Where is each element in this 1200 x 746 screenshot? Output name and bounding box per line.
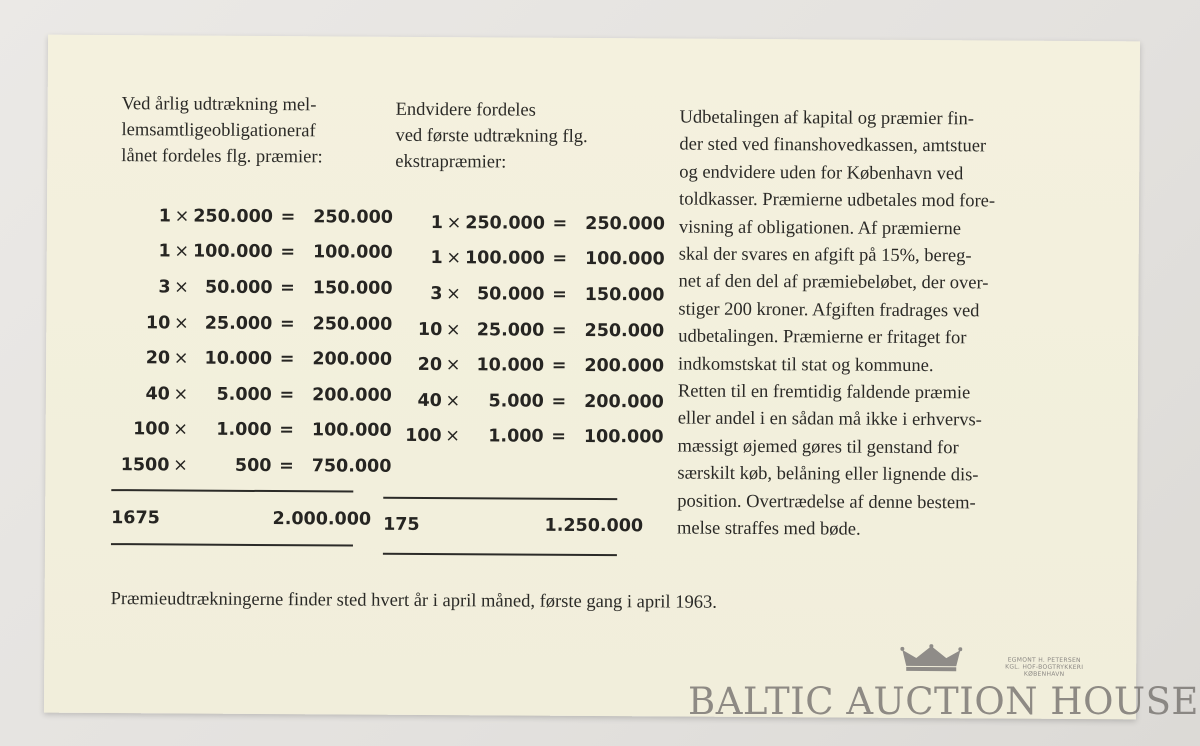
prize-row <box>385 240 665 277</box>
prize-row <box>112 376 392 413</box>
prize-total: 100.000 <box>583 427 664 448</box>
prize-count: 100 <box>133 419 170 440</box>
terms-line: toldkasser. Præmierne udbetales mod fore- <box>679 189 996 212</box>
prize-row <box>112 412 392 449</box>
times-sign: × <box>445 355 461 376</box>
column-payment-terms <box>677 105 1078 546</box>
equals-sign: = <box>552 249 568 270</box>
times-sign: × <box>173 313 189 334</box>
times-sign: × <box>173 455 188 476</box>
prize-amount: 10.000 <box>476 355 545 376</box>
prize-count: 1 <box>430 212 443 233</box>
prize-count: 40 <box>145 384 170 405</box>
sum-count: 175 <box>383 514 420 535</box>
prize-count: 1 <box>158 241 171 262</box>
prize-amount: 500 <box>234 455 272 476</box>
column-extra-prizes <box>395 97 657 177</box>
prize-row <box>384 383 664 420</box>
terms-line: Retten til en fremtidig faldende præmie <box>677 381 971 404</box>
sum-count: 1675 <box>111 508 160 529</box>
times-sign: × <box>445 319 461 340</box>
times-sign: × <box>446 248 462 269</box>
prize-count: 40 <box>417 390 442 411</box>
prize-count: 10 <box>417 319 443 340</box>
annual-prize-table <box>111 198 393 484</box>
equals-sign: = <box>552 213 568 234</box>
intro-line: Endvidere fordeles <box>395 99 536 121</box>
prize-amount: 25.000 <box>476 319 545 341</box>
terms-line: og endvidere uden for København ved <box>679 162 964 185</box>
times-sign: × <box>173 384 189 405</box>
sum-rule-top <box>111 489 353 492</box>
times-sign: × <box>446 284 461 305</box>
prize-amount: 1.000 <box>488 426 544 448</box>
prize-total: 750.000 <box>311 456 392 477</box>
equals-sign: = <box>279 384 295 405</box>
prize-row <box>112 305 392 342</box>
prize-amount: 10.000 <box>204 348 273 370</box>
prize-row <box>113 234 393 271</box>
column-annual-draw <box>121 91 391 171</box>
times-sign: × <box>173 419 189 440</box>
terms-line: Udbetalingen af kapital og præmier fin- <box>679 107 975 130</box>
auction-house-watermark: BALTIC AUCTION HOUSE <box>688 680 1199 723</box>
terms-line: indkomstskat til stat og kommune. <box>678 354 934 376</box>
intro-line: ved første udtrækning flg. <box>395 125 588 147</box>
equals-sign: = <box>280 206 296 227</box>
prize-amount: 100.000 <box>192 241 273 263</box>
sum-total: 2.000.000 <box>272 509 372 530</box>
extra-sum-row <box>383 515 643 537</box>
printer-line: KØBENHAVN <box>1023 670 1065 678</box>
prize-row <box>113 198 393 235</box>
annual-sum-row <box>111 508 371 530</box>
equals-sign: = <box>551 427 567 448</box>
intro-line: ekstrapræmier: <box>395 151 507 173</box>
prize-total: 150.000 <box>584 284 665 306</box>
prize-row <box>385 205 665 242</box>
equals-sign: = <box>279 349 295 370</box>
prize-count: 3 <box>158 277 171 298</box>
prize-row <box>112 269 392 306</box>
terms-line: skal der svares en afgift på 15%, bereg- <box>678 244 972 267</box>
prize-total: 250.000 <box>585 213 665 235</box>
intro-line: lemsamtligeobligationeraf <box>121 120 316 142</box>
prize-row <box>384 312 664 349</box>
intro-line: Ved årlig udtrækning mel- <box>121 94 317 116</box>
sum-rule-bottom <box>111 543 353 546</box>
prize-count: 20 <box>145 348 171 369</box>
sum-rule-bottom <box>383 553 617 556</box>
prize-total: 250.000 <box>312 313 393 335</box>
intro-line: lånet fordeles flg. præmier: <box>121 146 323 168</box>
prize-amount: 100.000 <box>464 248 545 270</box>
equals-sign: = <box>551 355 567 377</box>
prize-total: 100.000 <box>312 242 393 264</box>
prize-row <box>112 340 392 377</box>
annual-draw-intro <box>121 91 391 171</box>
times-sign: × <box>174 241 190 262</box>
terms-line: eller andel i en sådan må ikke i erhvervs- <box>677 408 982 431</box>
prize-row <box>384 347 664 384</box>
equals-sign: = <box>551 391 567 412</box>
equals-sign: = <box>551 320 567 341</box>
times-sign: × <box>174 277 189 298</box>
equals-sign: = <box>552 284 567 305</box>
equals-sign: = <box>279 313 295 334</box>
prize-total: 250.000 <box>313 207 394 228</box>
prize-amount: 50.000 <box>204 277 273 299</box>
prize-total: 250.000 <box>584 320 665 342</box>
prize-total: 100.000 <box>584 249 665 270</box>
prize-total: 200.000 <box>312 385 392 406</box>
prize-total: 200.000 <box>312 349 393 370</box>
terms-line: visning af obligationen. Af præmierne <box>678 217 962 239</box>
prize-total: 200.000 <box>584 356 665 377</box>
sum-total: 1.250.000 <box>544 515 644 537</box>
printer-line: EGMONT H. PETERSEN <box>1007 656 1081 664</box>
prize-amount: 50.000 <box>476 284 545 305</box>
equals-sign: = <box>280 278 295 299</box>
prize-amount: 5.000 <box>216 384 272 405</box>
terms-line: net af den del af præmiebeløbet, der over- <box>678 271 989 294</box>
times-sign: × <box>173 348 189 369</box>
terms-line: særskilt køb, belåning eller lignende dis- <box>677 463 979 486</box>
equals-sign: = <box>279 456 294 477</box>
printer-line: KGL. HOF-BOGTRYKKERI <box>1005 663 1084 672</box>
prize-count: 1500 <box>120 455 170 476</box>
terms-line: udbetalingen. Præmierne er fritaget for <box>678 326 967 349</box>
equals-sign: = <box>279 420 295 441</box>
equals-sign: = <box>280 242 296 263</box>
printer-imprint <box>984 656 1104 678</box>
times-sign: × <box>446 212 462 233</box>
terms-line: melse straffes med bøde. <box>677 518 861 540</box>
terms-line: mæssigt øjemed gøres til genstand for <box>677 436 959 459</box>
prize-amount: 250.000 <box>193 206 274 227</box>
times-sign: × <box>445 390 461 411</box>
prize-count: 1 <box>158 206 172 227</box>
prize-amount: 250.000 <box>465 213 545 234</box>
prize-count: 20 <box>417 355 443 376</box>
prize-total: 150.000 <box>312 278 393 299</box>
prize-count: 1 <box>430 248 443 269</box>
prize-row <box>384 418 664 455</box>
extra-prizes-intro <box>395 97 657 177</box>
prize-count: 3 <box>430 283 443 305</box>
terms-line: stiger 200 kroner. Afgiften fradrages ved <box>678 299 980 322</box>
terms-line: position. Overtrædelse af denne bestem- <box>677 491 976 514</box>
terms-line: der sted ved finanshovedkassen, amtstuer <box>679 134 987 157</box>
times-sign: × <box>445 426 461 447</box>
prize-total: 100.000 <box>311 420 392 442</box>
prize-total: 200.000 <box>584 391 664 413</box>
times-sign: × <box>174 206 190 227</box>
prize-count: 100 <box>405 426 442 447</box>
prize-amount: 5.000 <box>488 391 544 412</box>
draw-schedule-note: Præmieudtrækningerne finder sted hvert år i april måned, første gang i april 1963. <box>110 589 717 613</box>
prize-amount: 25.000 <box>204 313 273 334</box>
sum-rule-top <box>383 497 617 500</box>
prize-count: 10 <box>145 312 171 334</box>
extra-prize-table <box>384 205 666 456</box>
crown-icon <box>900 644 962 672</box>
lottery-bond-reverse <box>44 35 1140 720</box>
prize-amount: 1.000 <box>216 420 272 441</box>
prize-row <box>384 276 664 313</box>
payment-terms-text <box>677 105 1078 546</box>
prize-row <box>111 447 391 484</box>
